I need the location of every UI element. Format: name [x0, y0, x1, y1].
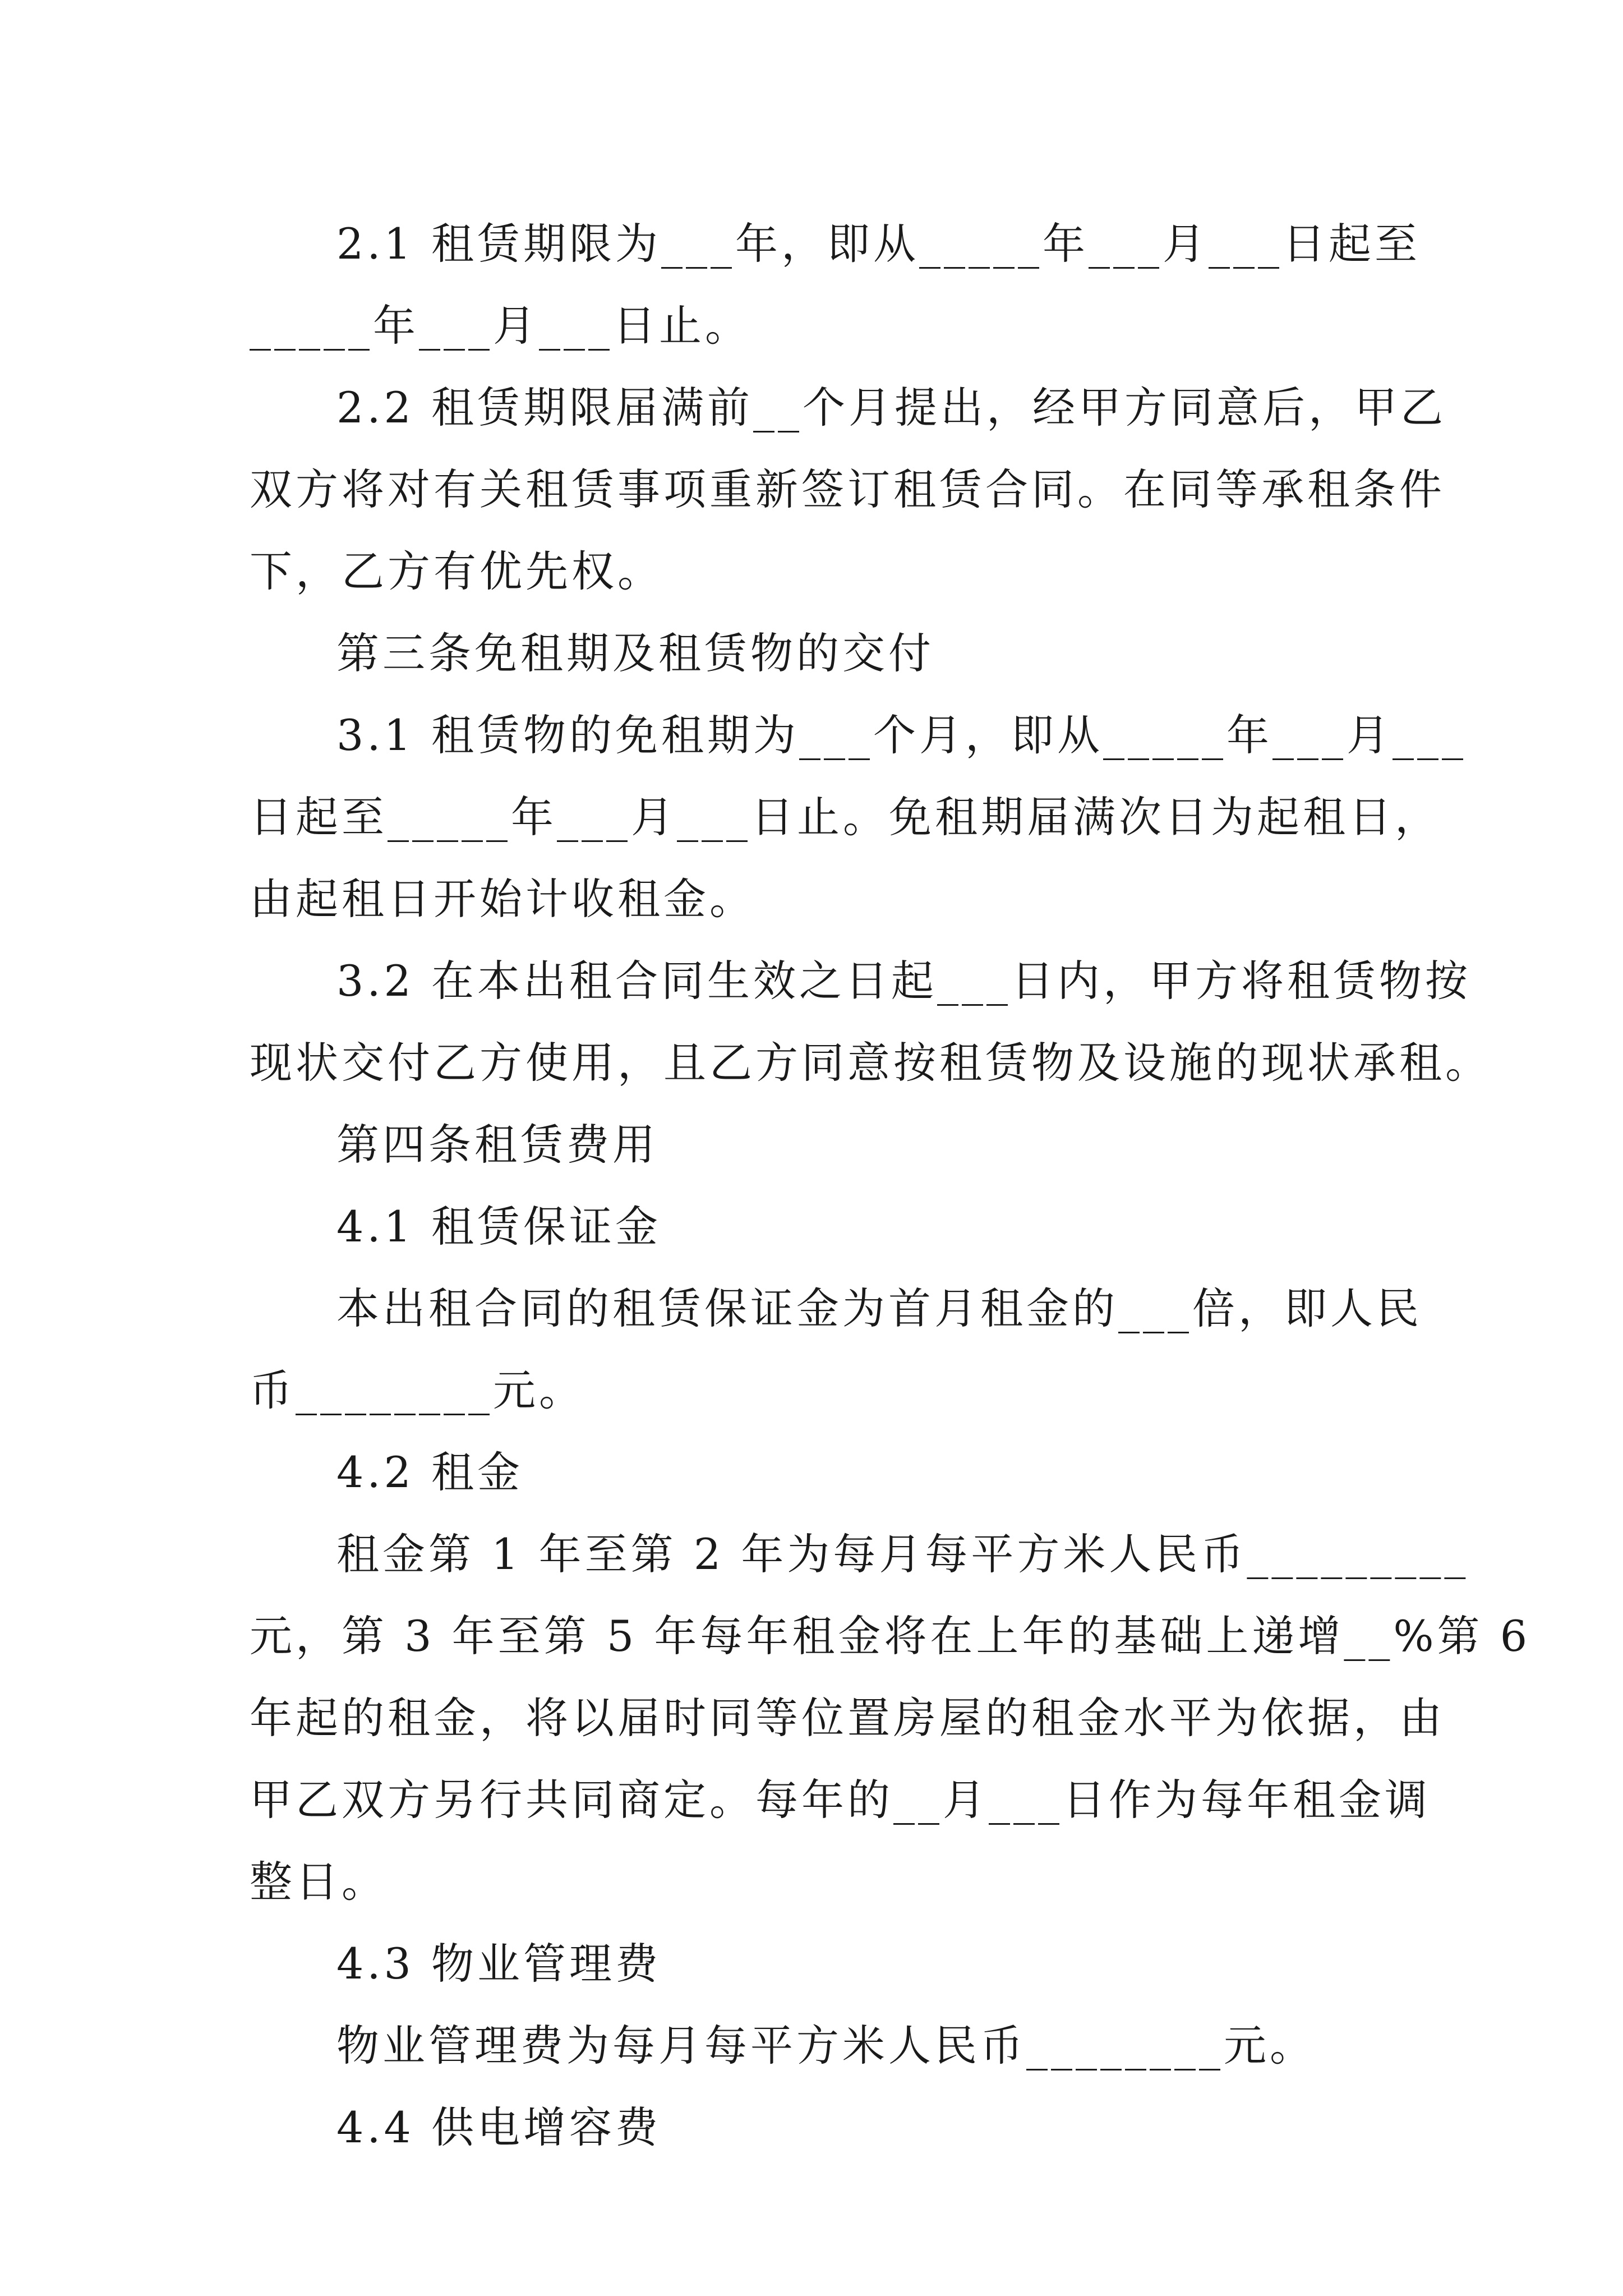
clause-4-1-line-2: 币________元。	[250, 1365, 585, 1415]
article-4-heading: 第四条租赁费用	[336, 1120, 658, 1170]
clause-2-1-line-1: 2.1 租赁期限为___年，即从_____年___月___日起至	[336, 219, 1421, 269]
article-3-heading: 第三条免租期及租赁物的交付	[336, 628, 934, 678]
clause-4-2-heading: 4.2 租金	[336, 1447, 524, 1497]
clause-4-2-line-3: 年起的租金，将以届时同等位置房屋的租金水平为依据，由	[250, 1693, 1445, 1743]
clause-3-1-line-3: 由起租日开始计收租金。	[250, 874, 755, 924]
clause-4-1-heading: 4.1 租赁保证金	[336, 1202, 662, 1251]
clause-4-3-line-1: 物业管理费为每月每平方米人民币________元。	[336, 2021, 1316, 2070]
clause-3-2-line-1: 3.2 在本出租合同生效之日起___日内，甲方将租赁物按	[336, 956, 1472, 1006]
clause-4-2-line-1: 租金第 1 年至第 2 年为每月每平方米人民币_________	[336, 1529, 1469, 1579]
clause-2-2-line-2: 双方将对有关租赁事项重新签订租赁合同。在同等承租条件	[250, 464, 1445, 514]
clause-4-4-heading: 4.4 供电增容费	[336, 2102, 662, 2152]
clause-2-2-line-3: 下，乙方有优先权。	[250, 546, 663, 596]
clause-4-2-line-5: 整日。	[250, 1857, 388, 1907]
clause-4-3-heading: 4.3 物业管理费	[336, 1939, 662, 1989]
clause-2-1-line-2: _____年___月___日止。	[250, 301, 751, 351]
clause-3-2-line-2: 现状交付乙方使用，且乙方同意按租赁物及设施的现状承租。	[250, 1038, 1491, 1088]
clause-2-2-line-1: 2.2 租赁期限届满前__个月提出，经甲方同意后，甲乙	[336, 383, 1447, 432]
clause-4-2-line-2: 元，第 3 年至第 5 年每年租金将在上年的基础上递增__%第 6	[250, 1611, 1531, 1661]
clause-3-1-line-1: 3.1 租赁物的免租期为___个月，即从_____年___月___	[336, 710, 1467, 760]
clause-4-1-line-1: 本出租合同的租赁保证金为首月租金的___倍，即人民	[336, 1283, 1422, 1333]
clause-3-1-line-2: 日起至_____年___月___日止。免租期届满次日为起租日，	[250, 792, 1441, 842]
document-body	[250, 203, 1531, 2169]
clause-4-2-line-4: 甲乙双方另行共同商定。每年的__月___日作为每年租金调	[250, 1775, 1431, 1825]
